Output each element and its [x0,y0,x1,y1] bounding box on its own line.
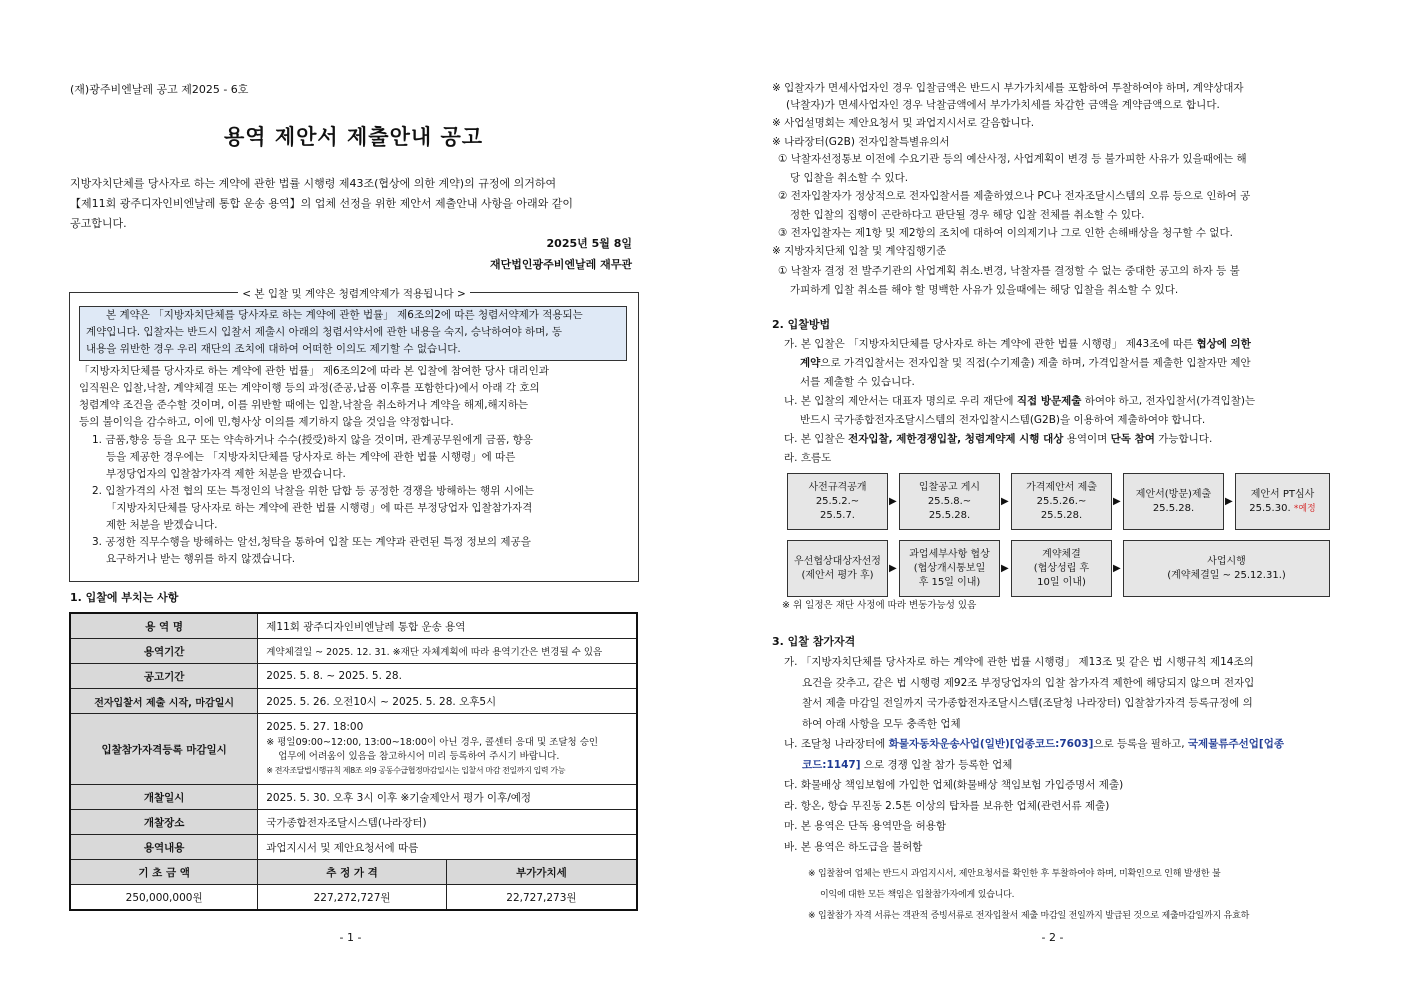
s3-note-line: ※ 입찰참가 자격 서류는 객관적 증빙서류로 전자입찰서 제출 마감일 전일까지 발급된 것으로 제출마감일까지 유효하 [808,911,1250,921]
s3-line: 다. 화물배상 책임보험에 가입한 업체(화물배상 책임보험 가입증명서 제출) [784,779,1124,791]
row-label: 공고기간 [70,664,258,689]
s2-ga-line [784,354,1336,373]
text: 용역이며 [1063,433,1111,445]
section-2-body [784,335,1336,468]
table-row [70,885,637,911]
price-value: 250,000,000원 [70,885,258,911]
intro-line: 【제11회 광주디자인비엔날레 통합 운송 용역】의 업체 선정을 위한 제안서 제출안내 사항을 아래와 같이 [70,197,573,210]
text: 다. 본 입찰은 [784,433,849,445]
page-number: - 2 - [1041,931,1064,944]
flow-step-date: 25.5.26.~ [1036,495,1087,507]
flow-step [787,473,888,530]
row-label: 개찰장소 [70,810,258,835]
row-label: 용역기간 [70,639,258,664]
pledge-item-line: 부정당업자의 입찰참가자격 제한 처분을 받겠습니다. [106,468,346,480]
arrow-right-icon: ▶ [1001,496,1009,507]
price-value: 22,727,273원 [446,885,637,911]
pledge-item-line: 1. 금품,향응 등을 요구 또는 약속하거나 수수(授受)하지 않을 것이며, 관계공무원에게 금품, 향응 [92,434,533,446]
row-label: 용 역 명 [70,613,258,639]
text: 으로 경쟁 입찰 참가 등록한 업체 [860,758,1013,771]
text-bold: 단독 참여 [1110,433,1155,445]
row-value: 2025. 5. 26. 오전10시 ~ 2025. 5. 28. 오후5시 [258,689,637,714]
intro-line: 지방자치단체를 당사자로 하는 계약에 관한 법률 시행령 제43조(협상에 의한 계약)의 규정에 의거하여 [70,177,557,190]
industry-code-highlight: 코드:1147] [802,758,861,771]
flow-step-date: 25.5.30. [1249,502,1291,514]
top-notes [772,80,1337,151]
flow-note: ※ 위 일정은 재단 사정에 따라 변동가능성 있음 [782,600,977,611]
text: 가능합니다. [1154,433,1213,445]
pledge-body-line: 등의 불이익을 감수하고, 이에 민,형사상 이의를 제기하지 않을 것임을 약정합니다. [79,416,454,428]
flow-step-title: 제안서(방문)제출 [1135,488,1212,500]
local-gov-line: 가피하게 입찰 취소를 해야 할 명백한 사유가 있을때에는 해당 입찰을 취소할 수 있다. [790,284,1179,296]
reg-note: ※ 전자조달법시행규칙 제8조 의9 공동수급협정마감일시는 입찰서 마감 전일까지 입력 가능 [266,766,566,775]
price-header: 기 초 금 액 [70,860,258,885]
pledge-item-line: 3. 공정한 직무수행을 방해하는 알선,청탁을 통하여 입찰 또는 계약과 관련된 특정 정보의 제공을 [92,536,531,548]
pledge-item-line: 등을 제공한 경우에는 「지방자치단체를 당사자로 하는 계약에 관한 법률 시행령」에 따른 [106,451,516,463]
pledge-inner-line: 내용을 위반한 경우 우리 재단의 조치에 대하여 어떠한 이의도 제기할 수 없습니다. [86,343,461,355]
reg-note: ※ 평일09:00~12:00, 13:00~18:00이 아닌 경우, 콜센터 응대 및 조달청 승인 [266,737,599,748]
flow-step-title: 가격제안서 제출 [1026,481,1097,493]
flow-step [1123,473,1224,530]
intro-text [70,175,637,233]
text: 나. 본 입찰의 제안서는 대표자 명의로 우리 재단에 [784,395,1017,407]
page-title: 용역 제안서 제출안내 공고 [223,125,484,149]
note-line: ※ 나라장터(G2B) 전자입찰특별유의서 [772,136,950,148]
s3-na-line [784,755,1336,776]
industry-code-highlight: 국제물류주선업[업종 [1187,738,1284,750]
page-2 [702,0,1403,992]
pledge-item-line: 제한 처분을 받겠습니다. [106,519,218,531]
reg-note: 업무에 어려움이 있음을 참고하시어 미리 등록하여 주시기 바랍니다. [278,751,560,762]
page-1 [0,0,701,992]
table-row [70,639,637,664]
flow-step-date: 후 15일 이내) [918,576,981,588]
notice-date: 2025년 5월 8일 [546,237,632,250]
price-header: 추 정 가 격 [258,860,447,885]
flow-step-title: 과업세부사항 협상 [909,548,990,560]
row-value [258,714,637,785]
note-line: ※ 사업설명회는 제안요청서 및 과업지시서로 갈음합니다. [772,117,1035,129]
pledge-item-line: 「지방자치단체를 당사자로 하는 계약에 관한 법률 시행령」에 따른 부정당업자 입찰참가자격 [106,502,533,514]
arrow-right-icon: ▶ [889,563,897,574]
flow-step [899,473,1000,530]
text-bold: 계약 [800,357,821,369]
pledge-inner-line: 계약입니다. 입찰자는 반드시 입찰서 제출시 아래의 청렴서약서에 관한 내용을 숙지, 승낙하여야 하며, 동 [86,326,563,338]
row-value: 제11회 광주디자인비엔날레 통합 운송 용역 [258,613,637,639]
s3-line: 하여 아래 사항을 모두 충족한 업체 [802,717,961,730]
text-bold: 전자입찰, 제한경쟁입찰, 청렴계약제 시행 대상 [848,433,1064,445]
row-value: 2025. 5. 30. 오후 3시 이후 ※기술제안서 평가 이후/예정 [258,785,637,810]
pledge-body-line: 청렴계약 조건을 준수할 것이며, 이를 위반할 때에는 입찰,낙찰을 취소하거나 계약을 해제,해지하는 [79,399,529,411]
g2b-item-line: 정한 입찰의 집행이 곤란하다고 판단될 경우 해당 입찰 전체를 취소할 수 있다. [790,208,1145,221]
text: 으로 가격입찰서는 전자입찰 및 직접(수기제출) 제출 하며, 가격입찰서를 제출한 입찰자만 제안 [820,357,1251,369]
reg-line: 2025. 5. 27. 18:00 [266,721,364,733]
s3-line: 마. 본 용역은 단독 용역만을 허용함 [784,820,947,832]
integrity-pledge-box [69,288,639,582]
row-value: 2025. 5. 8. ~ 2025. 5. 28. [258,664,637,689]
s2-ra-line: 라. 흐름도 [784,452,832,464]
row-value: 과업지시서 및 제안요청서에 따름 [258,835,637,860]
row-value: 국가종합전자조달시스템(나라장터) [258,810,637,835]
flow-step [1011,540,1112,597]
note-line: (낙찰자)가 면세사업자인 경우 낙찰금액에서 부가가치세를 차감한 금액을 계약금액으로 합니다. [786,99,1220,111]
flow-step-title: 제안서 PT심사 [1250,488,1315,500]
flow-step-date: 25.5.28. [1040,509,1083,521]
g2b-items [778,150,1334,243]
s2-ga-line: 서를 제출할 수 있습니다. [800,376,915,388]
g2b-item-line: ① 낙찰자선정통보 이전에 수요기관 등의 예산사정, 사업계획이 변경 등 불가피한 사유가 있을때에는 해 [778,153,1247,165]
text-bold: 직접 방문제출 [1016,395,1082,407]
flow-step [1123,540,1330,597]
flow-step [899,540,1000,597]
text-bold: 협상에 의한 [1196,338,1251,350]
flow-step-date: 25.5.7. [820,509,855,521]
text: 하여야 하고, 전자입찰서(가격입찰)는 [1081,395,1256,407]
s3-line: 가. 「지방자치단체를 당사자로 하는 계약에 관한 법률 시행령」 제13조 및 같은 법 시행규칙 제14조의 [784,656,1254,668]
text: 가. 본 입찰은 「지방자치단체를 당사자로 하는 계약에 관한 법률 시행령」 제43조에 따른 [784,338,1197,350]
intro-line: 공고합니다. [70,217,127,230]
flow-step-date: 25.5.8.~ [927,495,972,507]
flow-step-date: 25.5.2.~ [815,495,860,507]
table-row [70,689,637,714]
flow-step-date: (협상성립 후 [1033,562,1090,574]
section-2-title: 2. 입찰방법 [772,318,831,331]
s3-na-line [784,734,1336,755]
notice-number: (재)광주비엔날레 공고 제2025 - 6호 [70,83,249,96]
pledge-item-line: 요구하거나 받는 행위를 하지 않겠습니다. [106,553,296,565]
pledge-item-line: 2. 입찰가격의 사전 협의 또는 특정인의 낙찰을 위한 담합 등 공정한 경쟁을 방해하는 행위 시에는 [92,485,535,497]
table-row [70,835,637,860]
flow-step-date: (계약체결일 ~ 25.12.31.) [1167,569,1286,581]
flow-step-title: 우선협상대상자선정 [794,555,881,567]
arrow-right-icon: ▶ [1113,496,1121,507]
pledge-items [92,432,622,568]
flow-step-date-row [1249,502,1315,516]
s2-na-line: 반드시 국가종합전자조달시스템의 전자입찰시스템(G2B)을 이용하여 제출하여야 합니다. [800,414,1206,426]
flow-step [787,540,888,597]
g2b-item-line: ③ 전자입찰자는 제1항 및 제2항의 조치에 대하여 이의제기나 그로 인한 손해배상을 청구할 수 없다. [778,227,1233,239]
section-1-title: 1. 입찰에 부치는 사항 [70,591,179,604]
flow-step-title: 계약체결 [1042,548,1081,560]
note-line: ※ 입찰자가 면세사업자인 경우 입찰금액은 반드시 부가가치세를 포함하여 투찰하여야 하며, 계약상대자 [772,82,1244,94]
g2b-item-line: ② 전자입찰자가 정상적으로 전자입찰서를 제출하였으나 PC나 전자조달시스템의 오류 등으로 인하여 공 [778,190,1251,202]
s3-line: 라. 항온, 항습 무진동 2.5톤 이상의 탑차를 보유한 업체(관련서류 제출) [784,799,1110,812]
flow-step-date: 25.5.28. [928,509,971,521]
page-number: - 1 - [339,931,362,944]
flow-step-date: (협상개시통보일 [913,562,986,574]
local-gov-line: ① 낙찰자 결정 전 발주기관의 사업계획 취소.변경, 낙찰자를 결정할 수 없는 중대한 공고의 하자 등 불 [778,265,1240,277]
local-gov-note: ※ 지방자치단체 입찰 및 계약집행기준 [772,245,947,257]
section-3-notes [808,864,1336,927]
table-row [70,714,637,785]
pledge-body-line: 「지방자치단체를 당사자로 하는 계약에 관한 법률」 제6조의2에 따라 본 입찰에 참여한 당사 대리인과 [79,365,549,377]
s2-ga-line [784,335,1336,354]
s2-na-line [784,392,1336,411]
industry-code-highlight: 화물자동차운송사업(일반)[업종코드:7603] [888,738,1094,750]
text: 으로 등록을 필하고, [1093,738,1188,750]
s3-note-line: ※ 입찰참여 업체는 반드시 과업지시서, 제안요청서를 확인한 후 투찰하여야 하며, 미확인으로 인해 발생한 불 [808,869,1221,879]
table-row [70,613,637,639]
price-header: 부가가치세 [446,860,637,885]
pledge-inner-box [79,306,627,361]
price-value: 227,272,727원 [258,885,447,911]
flow-step-title: 입찰공고 게시 [918,481,981,493]
table-row [70,664,637,689]
section-3-title: 3. 입찰 참가자격 [772,635,856,648]
row-label: 전자입찰서 제출 시작, 마감일시 [70,689,258,714]
row-label: 입찰참가자격등록 마감일시 [70,714,258,785]
pledge-body [79,363,627,431]
flow-step [1235,473,1330,530]
table-row [70,785,637,810]
row-value: 계약체결일 ~ 2025. 12. 31. ※재단 자체계획에 따라 용역기간은 변경될 수 있음 [258,639,637,664]
flow-step [1011,473,1112,530]
s2-da-line [784,430,1336,449]
s3-line: 바. 본 용역은 하도급을 불허함 [784,840,923,853]
tentative-tag: *예정 [1293,503,1316,514]
row-label: 개찰일시 [70,785,258,810]
arrow-right-icon: ▶ [1001,563,1009,574]
flow-step-date: (제안서 평가 후) [801,569,874,581]
pledge-inner-line: 본 계약은 「지방자치단체를 당사자로 하는 계약에 관한 법률」 제6조의2에 따른 청렴서약제가 적용되는 [106,309,583,321]
arrow-right-icon: ▶ [1113,563,1121,574]
s3-line: 요건을 갖추고, 같은 법 시행령 제92조 부정당업자의 입찰 참가자격 제한에 해당되지 않으며 전자입 [802,676,1255,689]
pledge-body-line: 임직원은 입찰,낙찰, 계약체결 또는 계약이행 등의 과정(준공,납품 이후를 포함한다)에서 아래 각 호의 [79,382,540,394]
bid-info-table [69,612,638,911]
flow-step-title: 사업시행 [1207,555,1246,567]
local-gov-item [778,262,1334,300]
issuer: 재단법인광주비엔날레 재무관 [490,258,632,271]
flow-step-title: 사전규격공개 [808,481,867,493]
row-label: 용역내용 [70,835,258,860]
text: 나. 조달청 나라장터에 [784,738,889,750]
section-3-body [784,652,1336,857]
arrow-right-icon: ▶ [889,496,897,507]
s3-line: 찰서 제출 마감일 전일까지 국가종합전자조달시스템(조달청 나라장터) 입찰참가자격 등록규정에 의 [802,697,1253,709]
s3-note-line: 이익에 대한 모든 책임은 입찰참가자에게 있습니다. [820,890,1015,900]
g2b-item-line: 당 입찰을 취소할 수 있다. [790,171,909,184]
flow-step-date: 10일 이내) [1037,576,1086,588]
table-row [70,860,637,885]
pledge-heading: < 본 입찰 및 계약은 청렴계약제가 적용됩니다 > [70,286,638,303]
flow-step-date: 25.5.28. [1152,502,1195,514]
table-row [70,810,637,835]
arrow-right-icon: ▶ [1225,496,1233,507]
